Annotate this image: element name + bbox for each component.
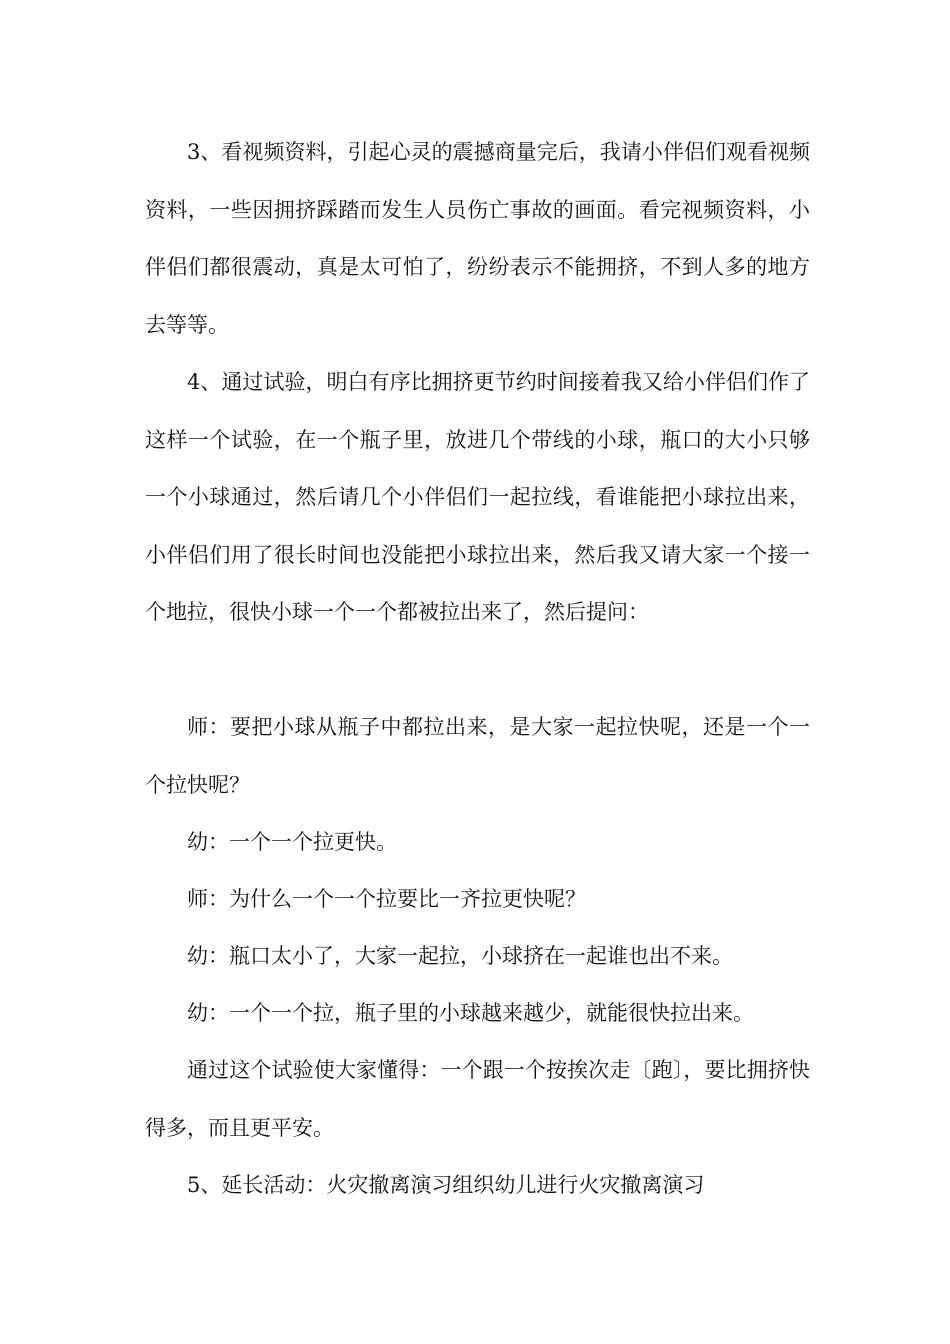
paragraph-4-experiment: 4、通过试验，明白有序比拥挤更节约时间接着我又给小伴侣们作了这样一个试验，在一个瓶子里，放进几个带线的小球，瓶口的大小只够一个小球通过，然后请几个小伴侣们一起拉线，看谁能把小球拉出来，小伴侣们用了很长时间也没能把小球拉出来，然后我又请大家一个接一个地拉，很快小球一个一个都被拉出来了，然后提问： bbox=[145, 370, 810, 624]
paragraph-teacher-question-2: 师：为什么一个一个拉要比一齐拉更快呢？ bbox=[187, 887, 586, 911]
paragraph-5-extension: 5、延长活动：火灾撤离演习组织幼儿进行火灾撤离演习 bbox=[187, 1173, 705, 1197]
paragraph-child-answer-1: 幼：一个一个拉更快。 bbox=[187, 830, 397, 854]
paragraph-conclusion: 通过这个试验使大家懂得：一个跟一个按挨次走〔跑〕，要比拥挤快得多，而且更平安。 bbox=[145, 1058, 810, 1140]
paragraph-child-answer-2: 幼：瓶口太小了，大家一起拉，小球挤在一起谁也出不来。 bbox=[187, 944, 733, 968]
paragraph-teacher-question-1: 师：要把小球从瓶子中都拉出来，是大家一起拉快呢，还是一个一个拉快呢？ bbox=[145, 715, 810, 797]
paragraph-child-answer-3: 幼：一个一个拉，瓶子里的小球越来越少，就能很快拉出来。 bbox=[187, 1001, 754, 1025]
paragraph-3-video: 3、看视频资料，引起心灵的震撼商量完后，我请小伴侣们观看视频资料，一些因拥挤踩踏而发生人员伤亡事故的画面。看完视频资料，小伴侣们都很震动，真是太可怕了，纷纷表示不能拥挤，不到人多的地方去等等。 bbox=[145, 140, 810, 337]
